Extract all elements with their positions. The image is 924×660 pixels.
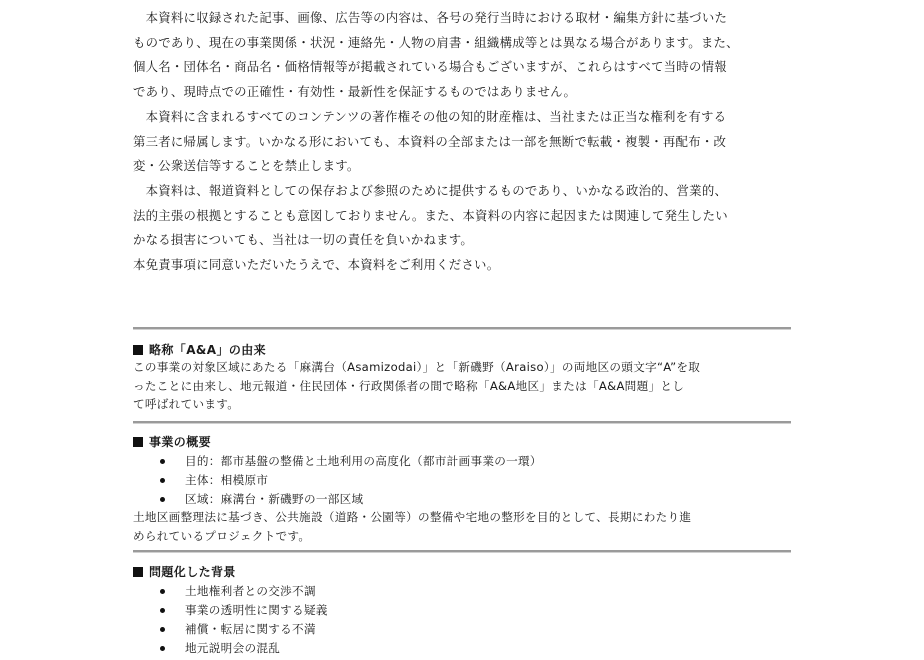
bullet-icon: [160, 459, 165, 464]
text-line: かなる損害についても、当社は一切の責任を負いかねます。: [133, 232, 474, 248]
list-item: [160, 471, 542, 490]
overview-bullet-list: [160, 452, 542, 509]
text-line: 本資料に収録された記事、画像、広告等の内容は、各号の発行当時における取材・編集方針に基づいた: [133, 10, 728, 25]
text-line: 法的主張の根拠とすることも意図しておりません。また、本資料の内容に起因または関連して発生したい: [133, 207, 728, 223]
text-line: て呼ばれています。: [133, 397, 240, 412]
section-heading-text: 略称「A&A」の由来: [149, 343, 267, 357]
list-item: [160, 639, 328, 658]
section-heading-text: 事業の概要: [149, 435, 212, 449]
disclaimer-paragraph-3: [133, 179, 793, 278]
background-bullet-list: [160, 582, 328, 658]
text-line: 土地区画整理法に基づき、公共施設（道路・公園等）の整備や宅地の整形を目的として、長期にわたり進: [133, 510, 692, 524]
list-item-text: 補償・転居に関する不満: [185, 622, 316, 636]
text-line: 本免責事項に同意いただいたうえで、本資料をご利用ください。: [133, 257, 500, 273]
disclaimer-paragraph-2: [133, 105, 793, 179]
list-item: [160, 601, 328, 620]
disclaimer-paragraph-1: [133, 6, 793, 105]
section-origin-body: [133, 358, 793, 414]
list-item-text: 区域：麻溝台・新磯野の一部区域: [185, 492, 364, 506]
text-line: められているプロジェクトです。: [133, 528, 311, 543]
list-item-text: 土地権利者との交渉不調: [185, 584, 316, 598]
text-line: であり、現時点での正確性・有効性・最新性を保証するものではありません。: [133, 84, 577, 100]
text-line: 本資料に含まれるすべてのコンテンツの著作権その他の知的財産権は、当社または正当な権利を有する: [133, 109, 727, 124]
section-divider: [133, 421, 791, 424]
list-item-text: 主体：相模原市: [185, 473, 269, 487]
list-item-text: 目的：都市基盤の整備と土地利用の高度化（都市計画事業の一環）: [185, 454, 542, 468]
text-line: 本資料は、報道資料としての保存および参照のために提供するものであり、いかなる政治的、営業的、: [133, 183, 728, 198]
bullet-icon: [160, 589, 165, 594]
text-line: この事業の対象区域にあたる「麻溝台（Asamizodai）」と「新磯野（Araiso）」の両地区の頭文字“A”を取: [133, 360, 701, 374]
text-line: ったことに由来し、地元報道・住民団体・行政関係者の間で略称「A&A地区」または「A&A問題」とし: [133, 378, 685, 393]
bullet-icon: [160, 478, 165, 483]
list-item-text: 事業の透明性に関する疑義: [185, 603, 328, 617]
black-square-icon: [133, 345, 143, 355]
list-item: [160, 620, 328, 639]
text-line: 変・公衆送信等することを禁止します。: [133, 158, 360, 174]
section-overview-body: [133, 508, 793, 545]
section-heading-background: [133, 563, 236, 580]
bullet-icon: [160, 608, 165, 613]
bullet-icon: [160, 627, 165, 632]
section-heading-text: 問題化した背景: [149, 565, 236, 579]
section-heading-overview: [133, 433, 211, 450]
section-heading-origin: [133, 341, 266, 358]
bullet-icon: [160, 497, 165, 502]
list-item: [160, 452, 542, 471]
list-item-text: 地元説明会の混乱: [185, 641, 281, 655]
black-square-icon: [133, 567, 143, 577]
list-item: [160, 490, 542, 509]
text-line: 第三者に帰属します。いかなる形においても、本資料の全部または一部を無断で転載・複製・再配布・改: [133, 133, 727, 149]
black-square-icon: [133, 437, 143, 447]
bullet-icon: [160, 646, 165, 651]
section-divider: [133, 327, 791, 330]
text-line: 個人名・団体名・商品名・価格情報等が掲載されている場合もございますが、これらはすべて当時の情報: [133, 59, 727, 75]
text-line: ものであり、現在の事業関係・状況・連絡先・人物の肩書・組織構成等とは異なる場合があります。また、: [133, 34, 739, 50]
section-divider: [133, 550, 791, 553]
list-item: [160, 582, 328, 601]
